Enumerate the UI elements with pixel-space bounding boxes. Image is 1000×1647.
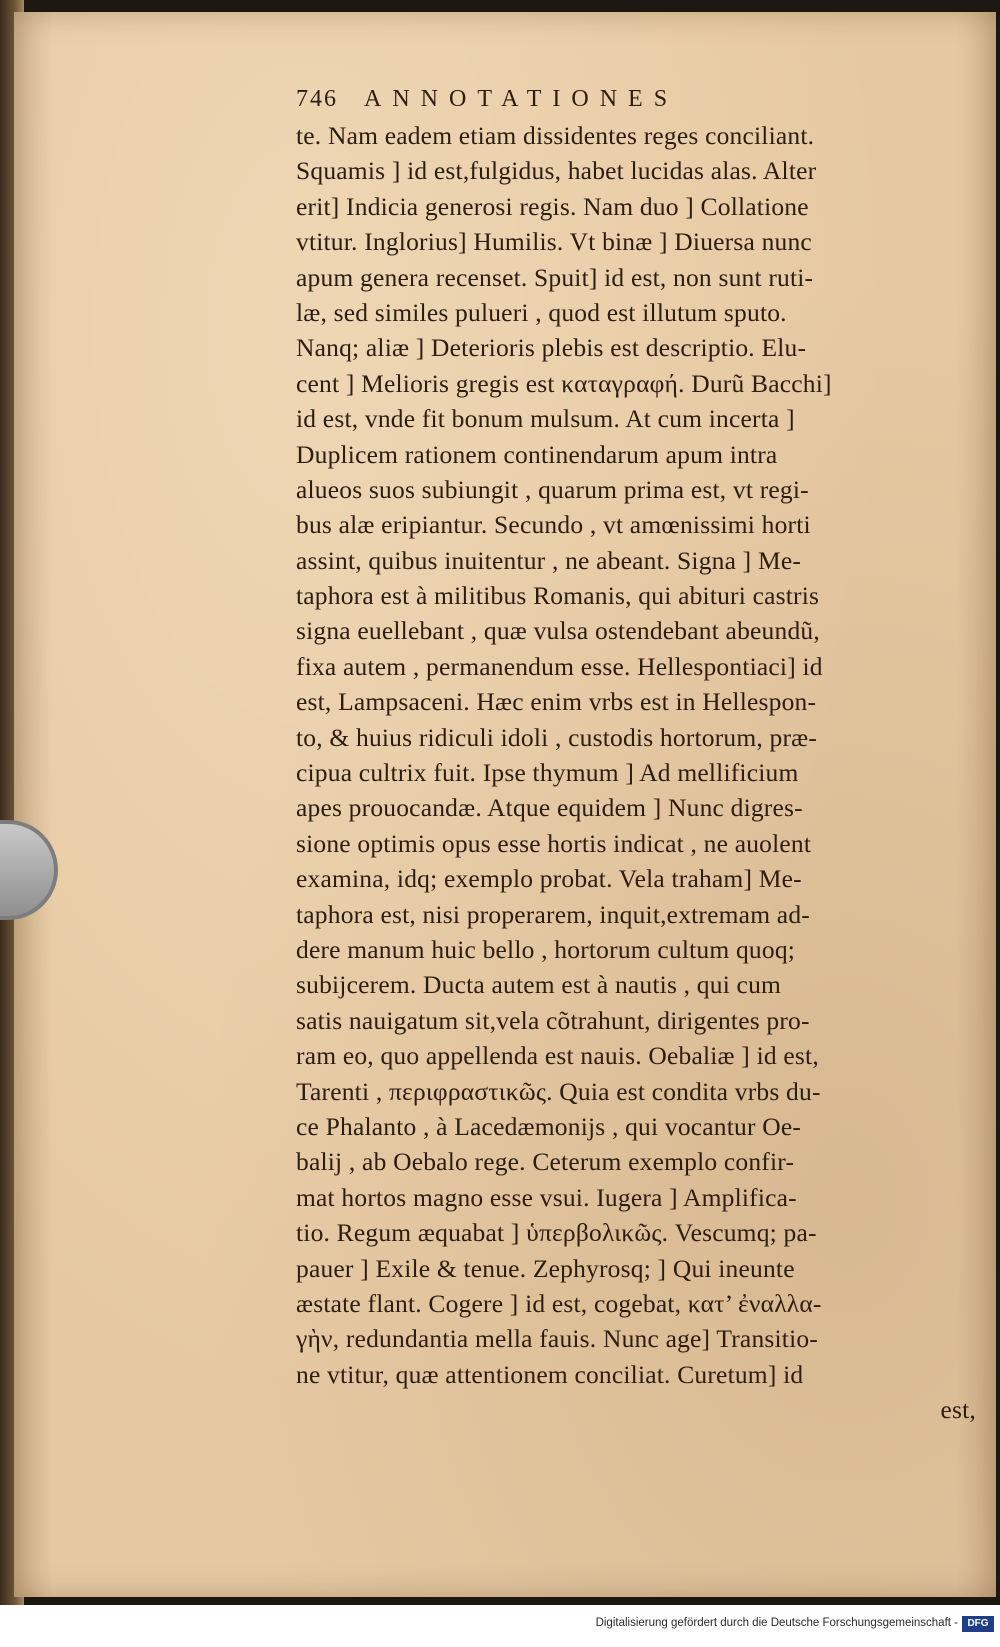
- text-line: dere manum huic bello , hortorum cultum quoq;: [296, 934, 796, 964]
- text-line: Duplicem rationem continendarum apum intra: [296, 439, 778, 469]
- text-line: Squamis ] id est,fulgidus, habet lucidas alas. Alter: [296, 156, 817, 186]
- text-line: apes prouocandæ. Atque equidem ] Nunc digres-: [296, 793, 803, 823]
- text-line: Nanq; aliæ ] Deterioris plebis est descriptio. Elu-: [296, 333, 807, 363]
- text-line: taphora est à militibus Romanis, qui abituri castris: [296, 581, 820, 611]
- text-line: assint, quibus inuitentur , ne abeant. Signa ] Me-: [296, 545, 802, 575]
- text-line: erit] Indicia generosi regis. Nam duo ] Collatione: [296, 191, 809, 221]
- text-line: cent ] Melioris gregis est καταγραφή. Durũ Bacchi]: [296, 368, 832, 398]
- text-line: mat hortos magno esse vsui. Iugera ] Amplifica-: [296, 1182, 797, 1212]
- text-line: γὴν, redundantia mella fauis. Nunc age] Transitio-: [296, 1324, 819, 1354]
- text-line: bus alæ eripiantur. Secundo , vt amœnissimi horti: [296, 510, 811, 540]
- text-line: cipua cultrix fuit. Ipse thymum ] Ad mellificium: [296, 758, 799, 788]
- dfg-logo: DFG: [962, 1616, 994, 1632]
- text-line: satis nauigatum sit,vela cõtrahunt, dirigentes pro-: [296, 1005, 810, 1035]
- text-line: vtitur. Inglorius] Humilis. Vt binæ ] Diuersa nunc: [296, 227, 812, 257]
- text-line: tio. Regum æquabat ] ὑπερβολικῶς. Vescumq; pa-: [296, 1218, 817, 1248]
- digitization-footer: [0, 1605, 1000, 1647]
- page-text-block: [296, 82, 976, 1427]
- body-text: [296, 118, 976, 1392]
- text-line: balij , ab Oebalo rege. Ceterum exemplo confir-: [296, 1147, 795, 1177]
- text-line: ce Phalanto , à Lacedæmonijs , qui vocantur Oe-: [296, 1111, 802, 1141]
- text-line: læ, sed similes pulueri , quod est illutum sputo.: [296, 297, 787, 327]
- text-line: alueos suos subiungit , quarum prima est, vt regi-: [296, 474, 809, 504]
- text-line: pauer ] Exile & tenue. Zephyrosq; ] Qui ineunte: [296, 1253, 795, 1283]
- text-line: Tarenti , περιφραστικῶς. Quia est condita vrbs du-: [296, 1076, 821, 1106]
- text-line: apum genera recenset. Spuit] id est, non sunt ruti-: [296, 262, 814, 292]
- text-line: signa euellebant , quæ vulsa ostendebant abeundũ,: [296, 616, 820, 646]
- text-line: ram eo, quo appellenda est nauis. Oebaliæ ] id est,: [296, 1041, 819, 1071]
- text-line: est, Lampsaceni. Hæc enim vrbs est in Hellespon-: [296, 687, 817, 717]
- text-line: ne vtitur, quæ attentionem conciliat. Curetum] id: [296, 1359, 804, 1389]
- text-line: examina, idq; exemplo probat. Vela traham] Me-: [296, 864, 802, 894]
- text-line: sione optimis opus esse hortis indicat , ne auolent: [296, 828, 812, 858]
- running-head: [296, 82, 976, 118]
- catchword: est,: [940, 1395, 976, 1425]
- text-line: fixa autem , permanendum esse. Hellespontiaci] id: [296, 651, 823, 681]
- text-line: to, & huius ridiculi idoli , custodis hortorum, præ-: [296, 722, 818, 752]
- text-line: æstate flant. Cogere ] id est, cogebat, κατ’ ἐναλλα-: [296, 1288, 822, 1318]
- text-line: subijcerem. Ducta autem est à nautis , qui cum: [296, 970, 782, 1000]
- page-number: 746: [296, 86, 338, 112]
- funding-credit: Digitalisierung gefördert durch die Deutsche Forschungsgemeinschaft -: [595, 1617, 958, 1629]
- text-line: taphora est, nisi properarem, inquit,extremam ad-: [296, 899, 810, 929]
- running-title: ANNOTATIONES: [364, 86, 679, 112]
- text-line: id est, vnde fit bonum mulsum. At cum incerta ]: [296, 404, 795, 434]
- text-line: te. Nam eadem etiam dissidentes reges conciliant.: [296, 121, 815, 150]
